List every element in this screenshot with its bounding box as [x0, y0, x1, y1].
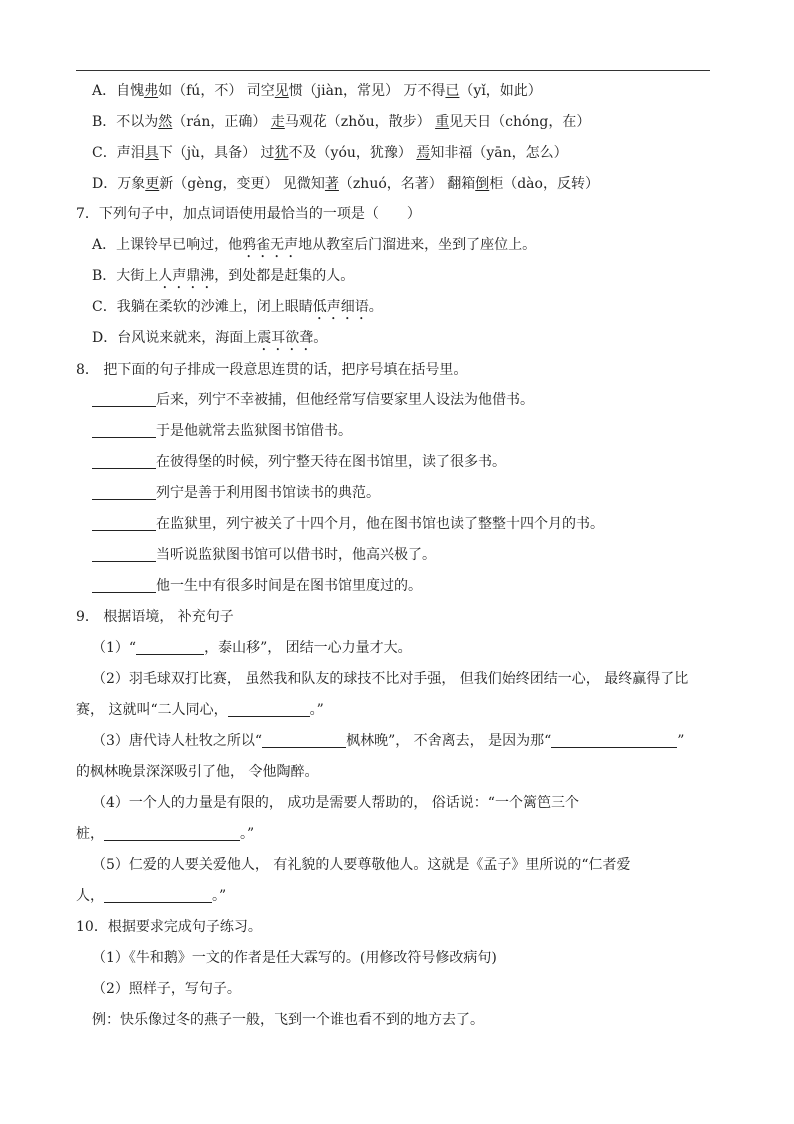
answer-blank[interactable]	[92, 454, 156, 469]
q7-stem: 7．下列句子中，加点词语使用最恰当的一项是（ ）	[76, 206, 421, 222]
q9-sentence-1: （1）“ ，泰山移”， 团结一心力量才大。	[92, 640, 412, 656]
answer-blank[interactable]	[92, 547, 156, 562]
answer-blank[interactable]	[104, 888, 212, 903]
q8-item: 在监狱里，列宁被关了十四个月，他在图书馆也读了整整十四个月的书。	[92, 515, 604, 533]
q7-option-c: C．我躺在柔软的沙滩上，闭上眼睛低声细语。	[92, 299, 383, 315]
answer-blank[interactable]	[92, 516, 156, 531]
q8-item: 当听说监狱图书馆可以借书时，他高兴极了。	[92, 546, 436, 564]
q6-option-c: C．声泪具下（jù，具备） 过犹不及（yóu，犹豫） 焉知非福（yān，怎么）	[92, 145, 568, 161]
q9-sentence-4-line-1: （4）一个人的力量是有限的， 成功是需要人帮助的， 俗话说：“一个篱笆三个	[92, 795, 579, 811]
q9-sentence-3-line-2: 的枫林晚景深深吸引了他， 令他陶醉。	[76, 764, 319, 780]
q7-option-a: A．上课铃早已响过，他鸦雀无声地从教室后门溜进来，坐到了座位上。	[92, 237, 537, 253]
answer-blank[interactable]	[92, 485, 156, 500]
q9-sentence-5-line-2: 人， 。”	[76, 888, 227, 904]
q6-option-d: D．万象更新（gèng，变更） 见微知著（zhuó，名著） 翻箱倒柜（dào，反转）	[92, 176, 599, 192]
q9-sentence-3-line-1: （3）唐代诗人杜牧之所以“ 枫林晚”， 不舍离去， 是因为那“ ”	[92, 733, 685, 749]
q9-sentence-5-line-1: （5）仁爱的人要关爱他人， 有礼貌的人要尊敬他人。这就是《孟子》里所说的“仁者爱	[92, 857, 631, 873]
q8-item: 于是他就常去监狱图书馆借书。	[92, 422, 352, 440]
q8-stem: 8． 把下面的句子排成一段意思连贯的话，把序号填在括号里。	[76, 362, 468, 378]
answer-blank[interactable]	[228, 702, 310, 717]
answer-blank[interactable]	[551, 733, 677, 748]
q10-sentence-2: （2）照样子，写句子。	[92, 981, 241, 997]
answer-blank[interactable]	[136, 640, 204, 655]
q7-option-d: D．台风说来就来，海面上震耳欲聋。	[92, 330, 328, 346]
q7-option-b: B．大街上人声鼎沸，到处都是赶集的人。	[92, 268, 355, 284]
q6-option-a: A．自愧弗如（fú，不） 司空见惯（jiàn，常见） 万不得已（yǐ，如此）	[92, 83, 542, 99]
answer-blank[interactable]	[92, 423, 156, 438]
answer-blank[interactable]	[92, 578, 156, 593]
q9-sentence-2-line-1: （2）羽毛球双打比赛， 虽然我和队友的球技不比对手强， 但我们始终团结一心， 最终赢得了比	[92, 671, 689, 687]
q9-sentence-4-line-2: 桩， 。”	[76, 826, 255, 842]
q10-example: 例：快乐像过冬的燕子一般，飞到一个谁也看不到的地方去了。	[92, 1012, 484, 1028]
answer-blank[interactable]	[92, 392, 156, 407]
q6-option-b: B．不以为然（rán，正确） 走马观花（zhǒu，散步） 重见天日（chóng，在）	[92, 114, 591, 130]
q9-stem: 9． 根据语境， 补充句子	[76, 609, 234, 625]
q10-stem: 10．根据要求完成句子练习。	[76, 919, 262, 935]
answer-blank[interactable]	[262, 733, 346, 748]
header-rule	[76, 70, 710, 71]
q8-item: 他一生中有很多时间是在图书馆里度过的。	[92, 577, 422, 595]
q9-sentence-2-line-2: 赛， 这就叫“二人同心， 。”	[76, 702, 324, 718]
q8-item: 在彼得堡的时候，列宁整天待在图书馆里，读了很多书。	[92, 453, 506, 471]
q8-item: 列宁是善于利用图书馆读书的典范。	[92, 484, 380, 502]
q10-sentence-1: （1）《牛和鹅》一文的作者是任大霖写的。(用修改符号修改病句)	[92, 950, 497, 966]
q8-item: 后来，列宁不幸被捕，但他经常写信要家里人设法为他借书。	[92, 391, 534, 409]
answer-blank[interactable]	[104, 826, 240, 841]
